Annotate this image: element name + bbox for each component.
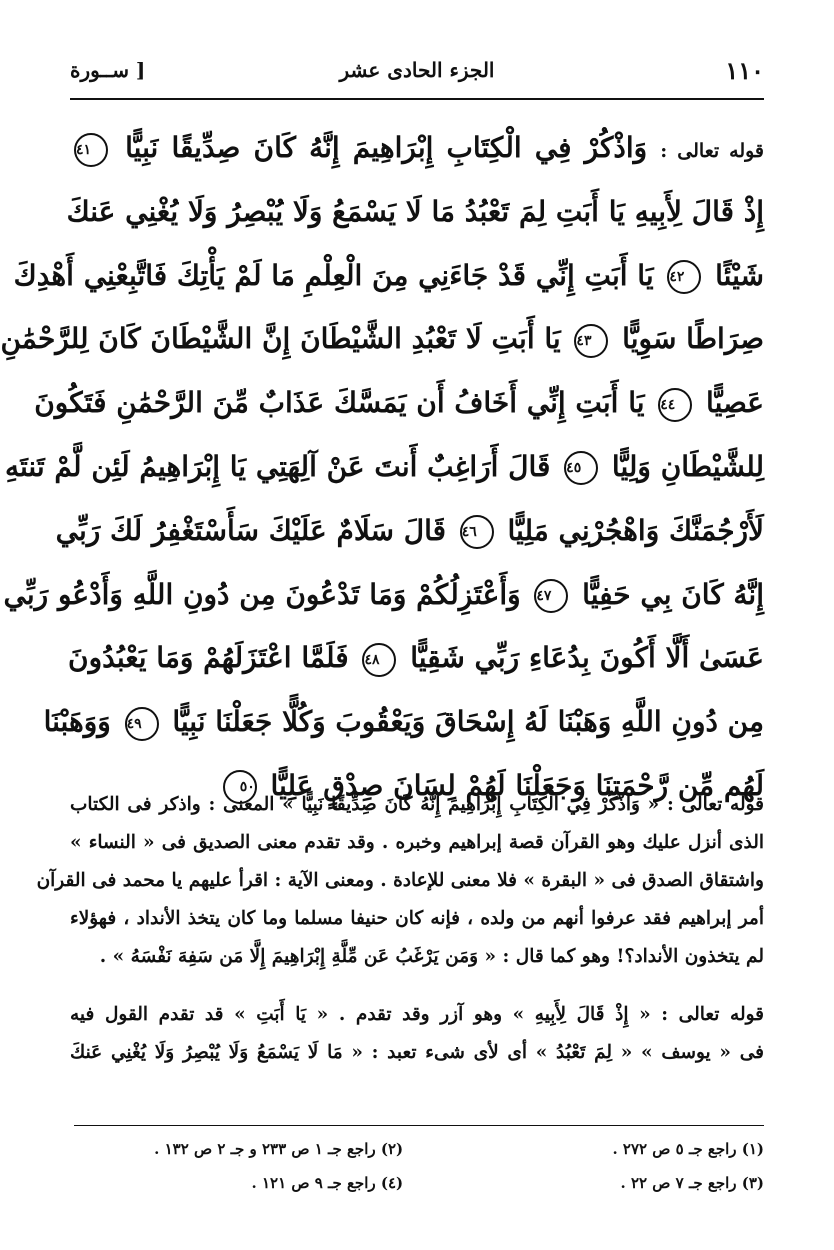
quran-line [43,690,764,754]
verse-text: عَصِيًّا [706,386,764,420]
commentary-line: قوله تعالى : « وَاذْكُرْ فِي الْكِتَابِ إِبْرَاهِيمَ إِنَّهُ كَانَ صِدِّيقًا نَبِيًّا » المعنى : واذكر فى الكتاب [70,794,764,815]
commentary-line: الذى أنزل عليك وهو القرآن قصة إبراهيم وخبره . وقد تقدم معنى الصديق فى « النساء » [70,832,764,853]
quran-line [34,371,764,435]
quran-line [70,626,764,690]
verse-text: شَيْئًا [715,258,764,292]
verse-text: يَا أَبَتِ إِنِّي قَدْ جَاءَنِي مِنَ الْعِلْمِ مَا لَمْ يَأْتِكَ فَاتَّبِعْنِي أَهْدِكَ [13,258,654,292]
paragraph-gap [70,976,764,996]
page-header [70,52,764,92]
verse-text: يَا أَبَتِ إِنِّي أَخَافُ أَن يَمَسَّكَ عَذَابٌ مِّنَ الرَّحْمَٰنِ فَتَكُونَ [34,386,645,420]
ayah-number-marker: ٤٧ [534,579,568,613]
commentary-line: واشتقاق الصدق فى « البقرة » فلا معنى للإعادة . ومعنى الآية : اقرأ عليهم يا محمد فى القرآن [36,870,764,891]
verse-text: قَالَ سَلَامٌ عَلَيْكَ سَأَسْتَغْفِرُ لَكَ رَبِّي [55,513,446,547]
verse-text: لِلشَّيْطَانِ وَلِيًّا [611,449,764,483]
verse-text: قَالَ أَرَاغِبٌ أَنتَ عَنْ آلِهَتِي يَا إِبْرَاهِيمُ لَئِن لَّمْ تَنتَهِ [4,449,551,483]
commentary-line: أمر إبراهيم فقد عرفوا أنهم من ولده ، فإنه كان حنيفا مسلما وما كان يتخذ الأنداد ، فهؤلاء [70,908,764,929]
quran-line [55,499,764,563]
ayah-number-marker: ٤٩ [125,707,159,741]
verse-text: إِذْ قَالَ لِأَبِيهِ يَا أَبَتِ لِمَ تَعْبُدُ مَا لَا يَسْمَعُ وَلَا يُبْصِرُ وَلَا يُغْنِي عَنكَ [66,194,764,228]
ayah-number-marker: ٤٤ [658,388,692,422]
footnote: (٤) راجع جـ ٩ ص ١٢١ . [251,1174,404,1192]
footnote: (٢) راجع جـ ١ ص ٢٣٣ و جـ ٢ ص ١٣٢ . [154,1140,404,1158]
tafsir-commentary [36,786,764,1072]
ayah-number-marker: ٤٣ [574,324,608,358]
verse-text: لَهُم مِّن رَّحْمَتِنَا وَجَعَلْنَا لَهُمْ لِسَانَ صِدْقٍ عَلِيًّا [270,768,764,802]
footnote: (٣) راجع جـ ٧ ص ٢٢ . [620,1174,764,1192]
ayah-number-marker: ٤٦ [460,515,494,549]
verse-intro: قوله تعالى : [660,140,764,162]
footnote: (١) راجع جـ ٥ ص ٢٧٢ . [612,1140,764,1158]
quran-line [66,180,764,244]
footnote-rule [74,1125,764,1126]
commentary-line: فى « يوسف » « لِمَ تَعْبُدُ » أى لأى شىء تعبد : « مَا لَا يَسْمَعُ وَلَا يُبْصِرُ وَلَا يُغْنِي عَنكَ [70,1042,764,1063]
quran-line [0,307,764,371]
verse-text: لَأَرْجُمَنَّكَ وَاهْجُرْنِي مَلِيًّا [507,513,764,547]
verse-text: فَلَمَّا اعْتَزَلَهُمْ وَمَا يَعْبُدُونَ [68,641,349,675]
quran-line [3,563,764,627]
footnote-row [70,1132,764,1166]
ayah-number-marker: ٥٠ [223,770,257,804]
ayah-number-marker: ٤١ [74,133,108,167]
verse-text: عَسَىٰ أَلَّا أَكُونَ بِدُعَاءِ رَبِّي شَقِيًّا [410,641,764,675]
quran-line [13,244,764,308]
verse-text: وَأَعْتَزِلُكُمْ وَمَا تَدْعُونَ مِن دُونِ اللَّهِ وَأَدْعُو رَبِّي [3,577,521,611]
footnotes [70,1132,764,1200]
verse-text: إِنَّهُ كَانَ بِي حَفِيًّا [582,577,764,611]
quran-text-block [0,116,764,818]
commentary-line: قوله تعالى : « إِذْ قَالَ لِأَبِيهِ » وهو آزر وقد تقدم . « يَا أَبَتِ » قد تقدم القول فيه [70,1004,764,1025]
surah-label: [ ســورة [70,58,146,82]
verse-text: صِرَاطًا سَوِيًّا [622,322,764,356]
verse-text: يَا أَبَتِ لَا تَعْبُدِ الشَّيْطَانَ إِنَّ الشَّيْطَانَ كَانَ لِلرَّحْمَٰنِ [0,322,561,356]
quran-line [4,435,764,499]
quran-line [70,116,764,180]
verse-text: وَوَهَبْنَا [43,705,111,739]
commentary-line: لم يتخذون الأنداد؟! وهو كما قال : « وَمَن يَرْغَبُ عَن مِّلَّةِ إِبْرَاهِيمَ إِلَّا مَن سَفِهَ نَفْسَهُ » . [99,946,764,967]
part-title: الجزء الحادى عشر [339,58,495,82]
ayah-number-marker: ٤٥ [564,451,598,485]
header-rule [70,98,764,100]
page-number: ١١٠ [725,56,764,85]
verse-text: مِن دُونِ اللَّهِ وَهَبْنَا لَهُ إِسْحَاقَ وَيَعْقُوبَ وَكُلًّا جَعَلْنَا نَبِيًّا [172,705,764,739]
verse-text: وَاذْكُرْ فِي الْكِتَابِ إِبْرَاهِيمَ إِنَّهُ كَانَ صِدِّيقًا نَبِيًّا [125,131,648,164]
ayah-number-marker: ٤٢ [667,260,701,294]
ayah-number-marker: ٤٨ [362,643,396,677]
footnote-row [70,1166,764,1200]
